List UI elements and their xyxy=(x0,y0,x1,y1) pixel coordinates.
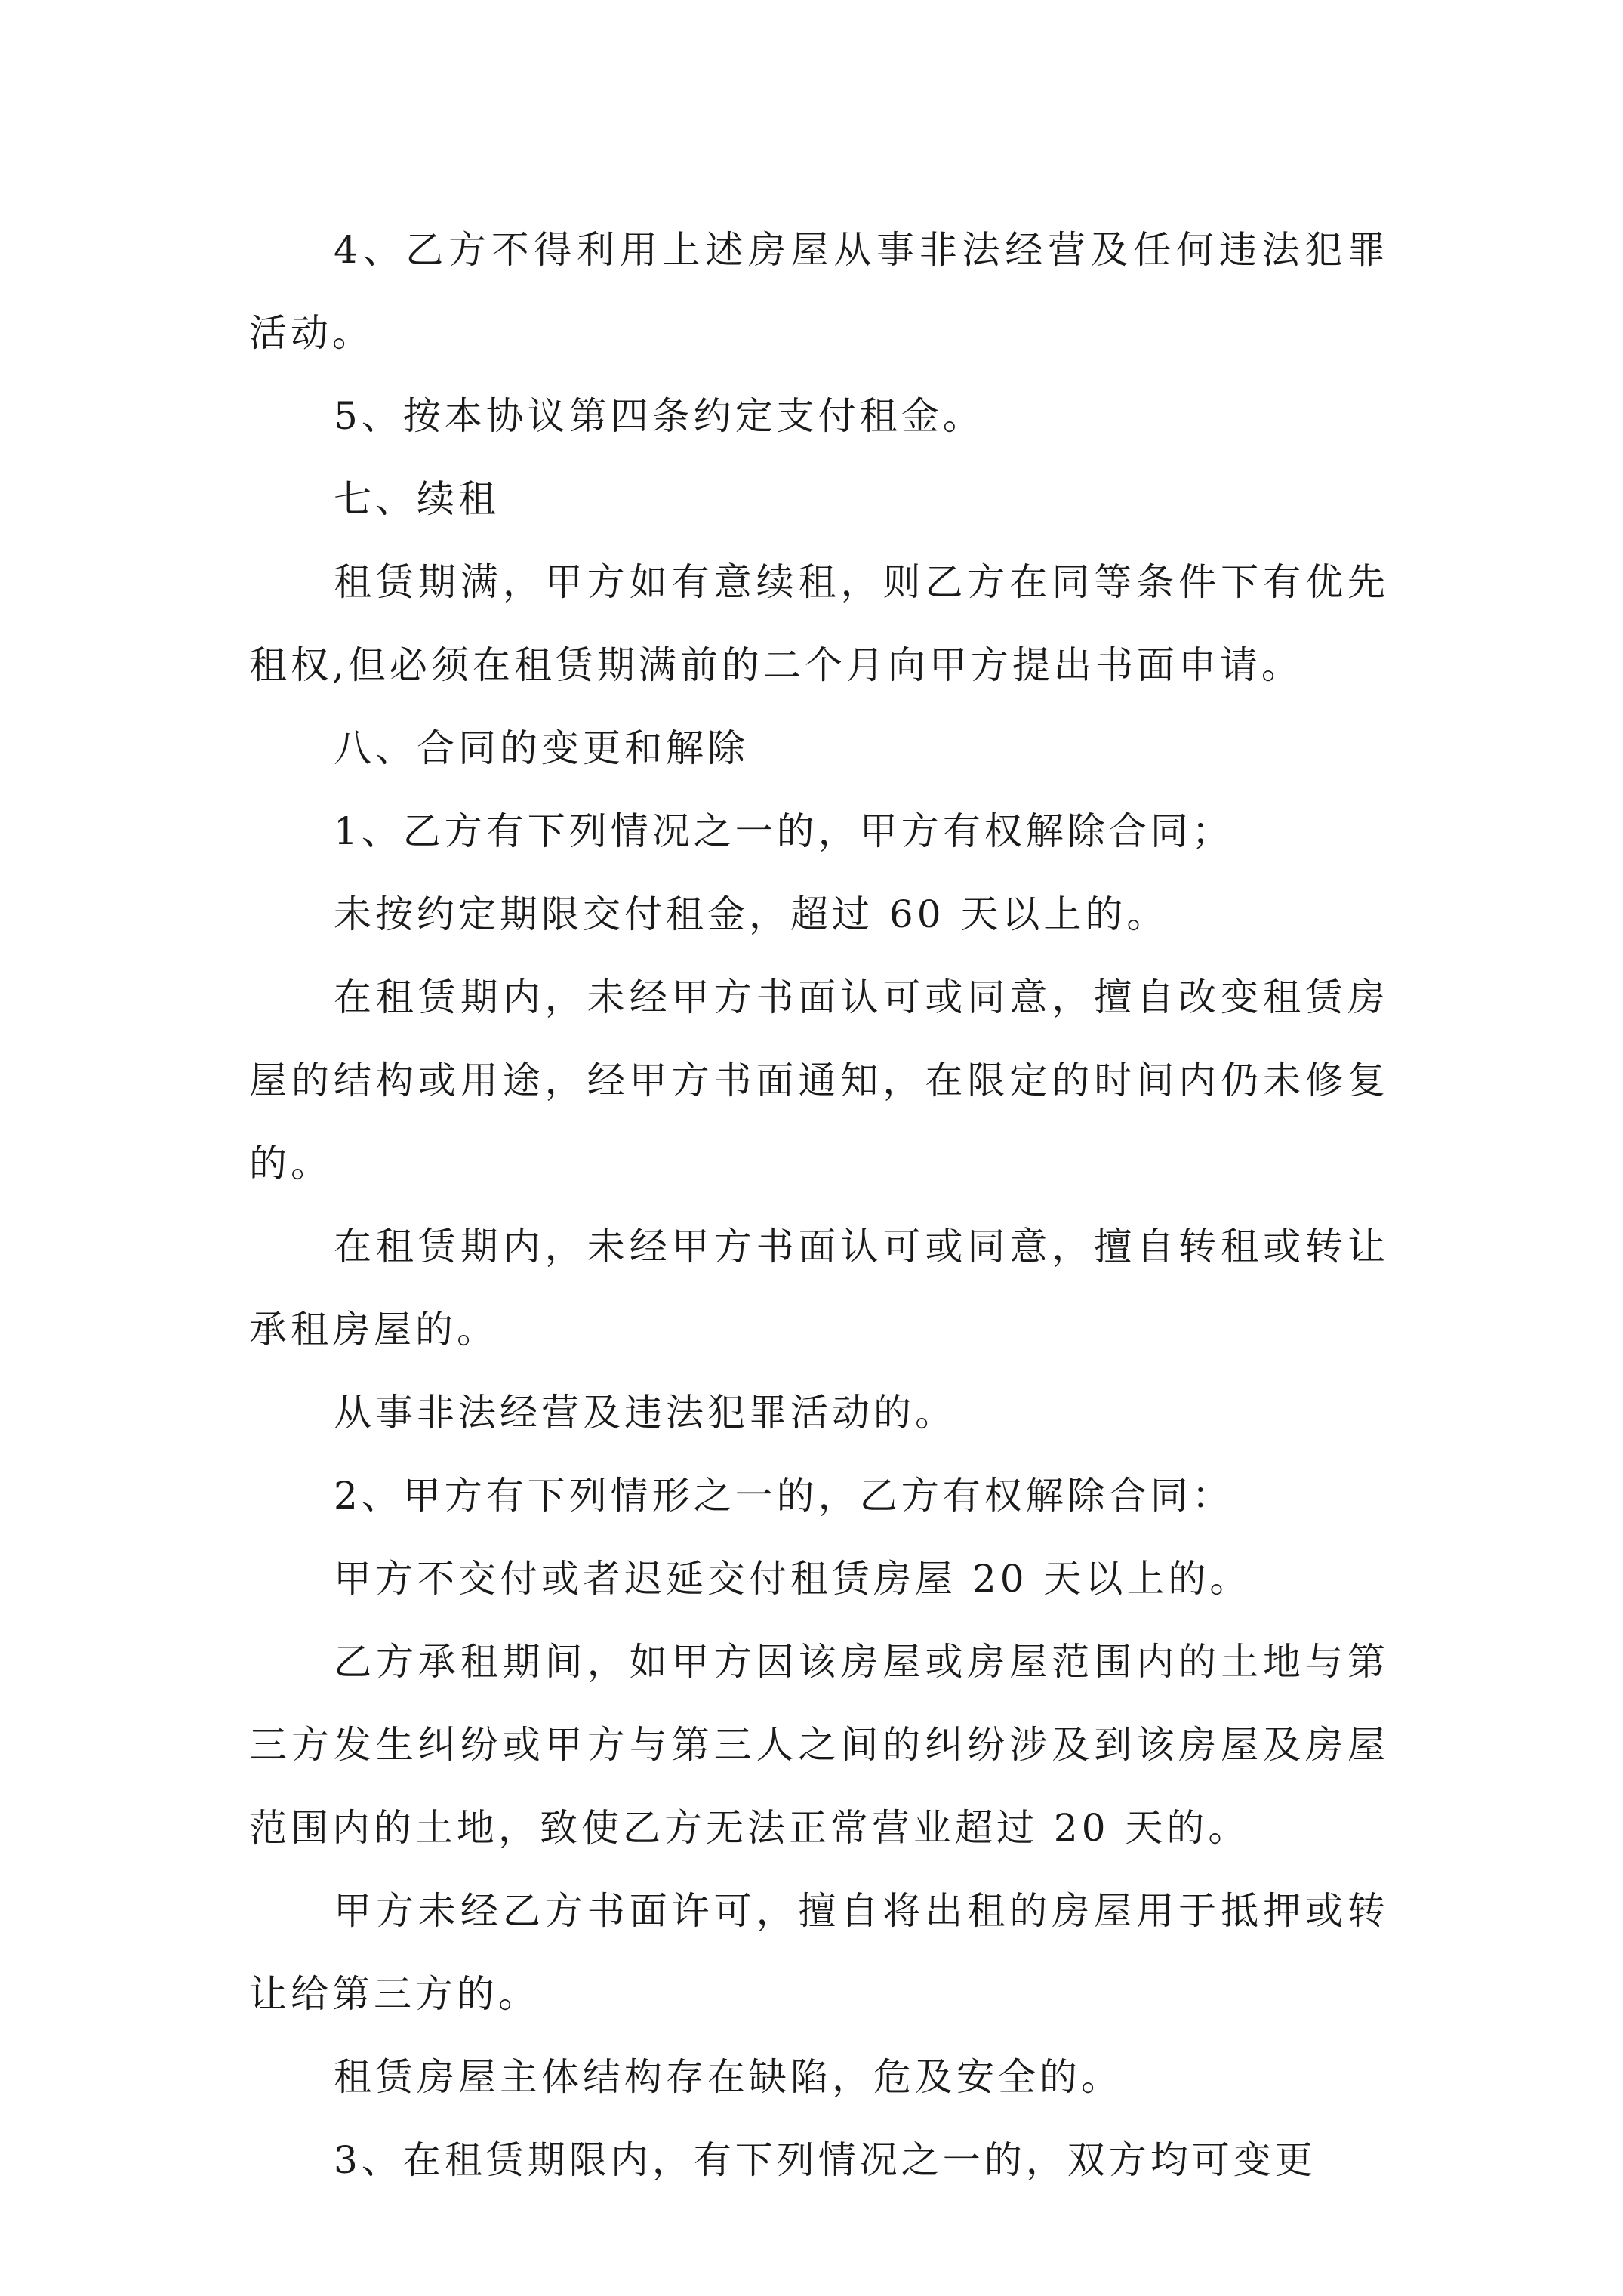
paragraph: 在租赁期内，未经甲方书面认可或同意，擅自转租或转让承租房屋的。 xyxy=(249,1225,1389,1351)
paragraph: 4、乙方不得利用上述房屋从事非法经营及任何违法犯罪活动。 xyxy=(249,228,1389,355)
section-heading: 七、续租 xyxy=(334,477,500,521)
document-body xyxy=(249,208,1389,2202)
paragraph: 2、甲方有下列情形之一的，乙方有权解除合同： xyxy=(334,1474,1233,1518)
paragraph: 3、在租赁期限内，有下列情况之一的，双方均可变更 xyxy=(334,2138,1317,2182)
paragraph: 租赁房屋主体结构存在缺陷，危及安全的。 xyxy=(334,2055,1123,2099)
paragraph: 未按约定期限交付租金，超过 60 天以上的。 xyxy=(334,892,1169,936)
paragraph: 5、按本协议第四条约定支付租金。 xyxy=(334,394,984,438)
paragraph: 从事非法经营及违法犯罪活动的。 xyxy=(334,1391,956,1435)
paragraph: 在租赁期内，未经甲方书面认可或同意，擅自改变租赁房屋的结构或用途，经甲方书面通知，在限定的时间内仍未修复的。 xyxy=(249,975,1389,1185)
paragraph: 甲方不交付或者迟延交付租赁房屋 20 天以上的。 xyxy=(334,1557,1252,1601)
paragraph: 租赁期满，甲方如有意续租，则乙方在同等条件下有优先租权,但必须在租赁期满前的二个月向甲方提出书面申请。 xyxy=(249,560,1389,687)
section-heading: 八、合同的变更和解除 xyxy=(334,726,749,770)
paragraph: 1、乙方有下列情况之一的，甲方有权解除合同； xyxy=(334,809,1233,853)
paragraph: 乙方承租期间，如甲方因该房屋或房屋范围内的土地与第三方发生纠纷或甲方与第三人之间的纠纷涉及到该房屋及房屋范围内的土地，致使乙方无法正常营业超过 20 天的。 xyxy=(249,1640,1389,1850)
paragraph: 甲方未经乙方书面许可，擅自将出租的房屋用于抵押或转让给第三方的。 xyxy=(249,1889,1389,2016)
